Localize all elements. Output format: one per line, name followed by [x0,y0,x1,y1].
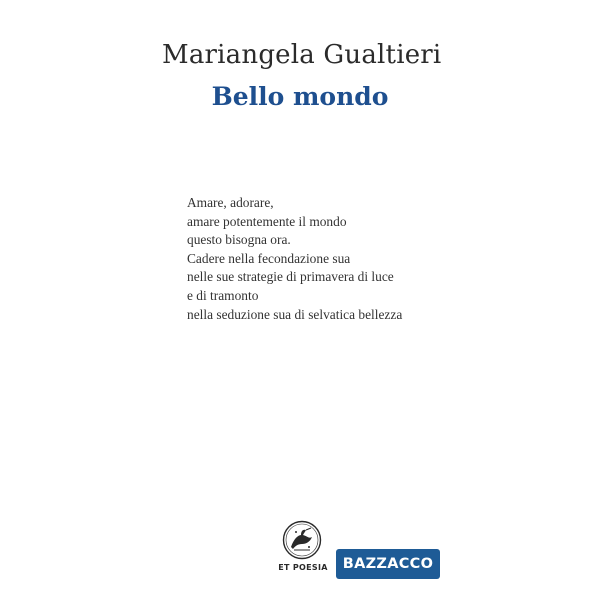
poem-excerpt [187,194,402,324]
series-label: ET POESIA [278,563,328,572]
poem-line: nelle sue strategie di primavera di luce [187,269,394,285]
book-title: Bello mondo [211,82,389,111]
poem-line: questo bisogna ora. [187,232,291,248]
publisher-emblem-icon [282,520,322,560]
poem-line: Amare, adorare, [187,195,274,210]
book-cover [162,0,442,600]
poem-line: Cadere nella fecondazione sua [187,250,351,266]
editor-badge: BAZZACCO [336,549,440,579]
poem-line: nella seduzione sua di selvatica bellezza [187,306,403,322]
author-name: Mariangela Gualtieri [162,40,442,70]
poem-line: amare potentemente il mondo [187,213,347,229]
poem-line: e di tramonto [187,287,259,303]
